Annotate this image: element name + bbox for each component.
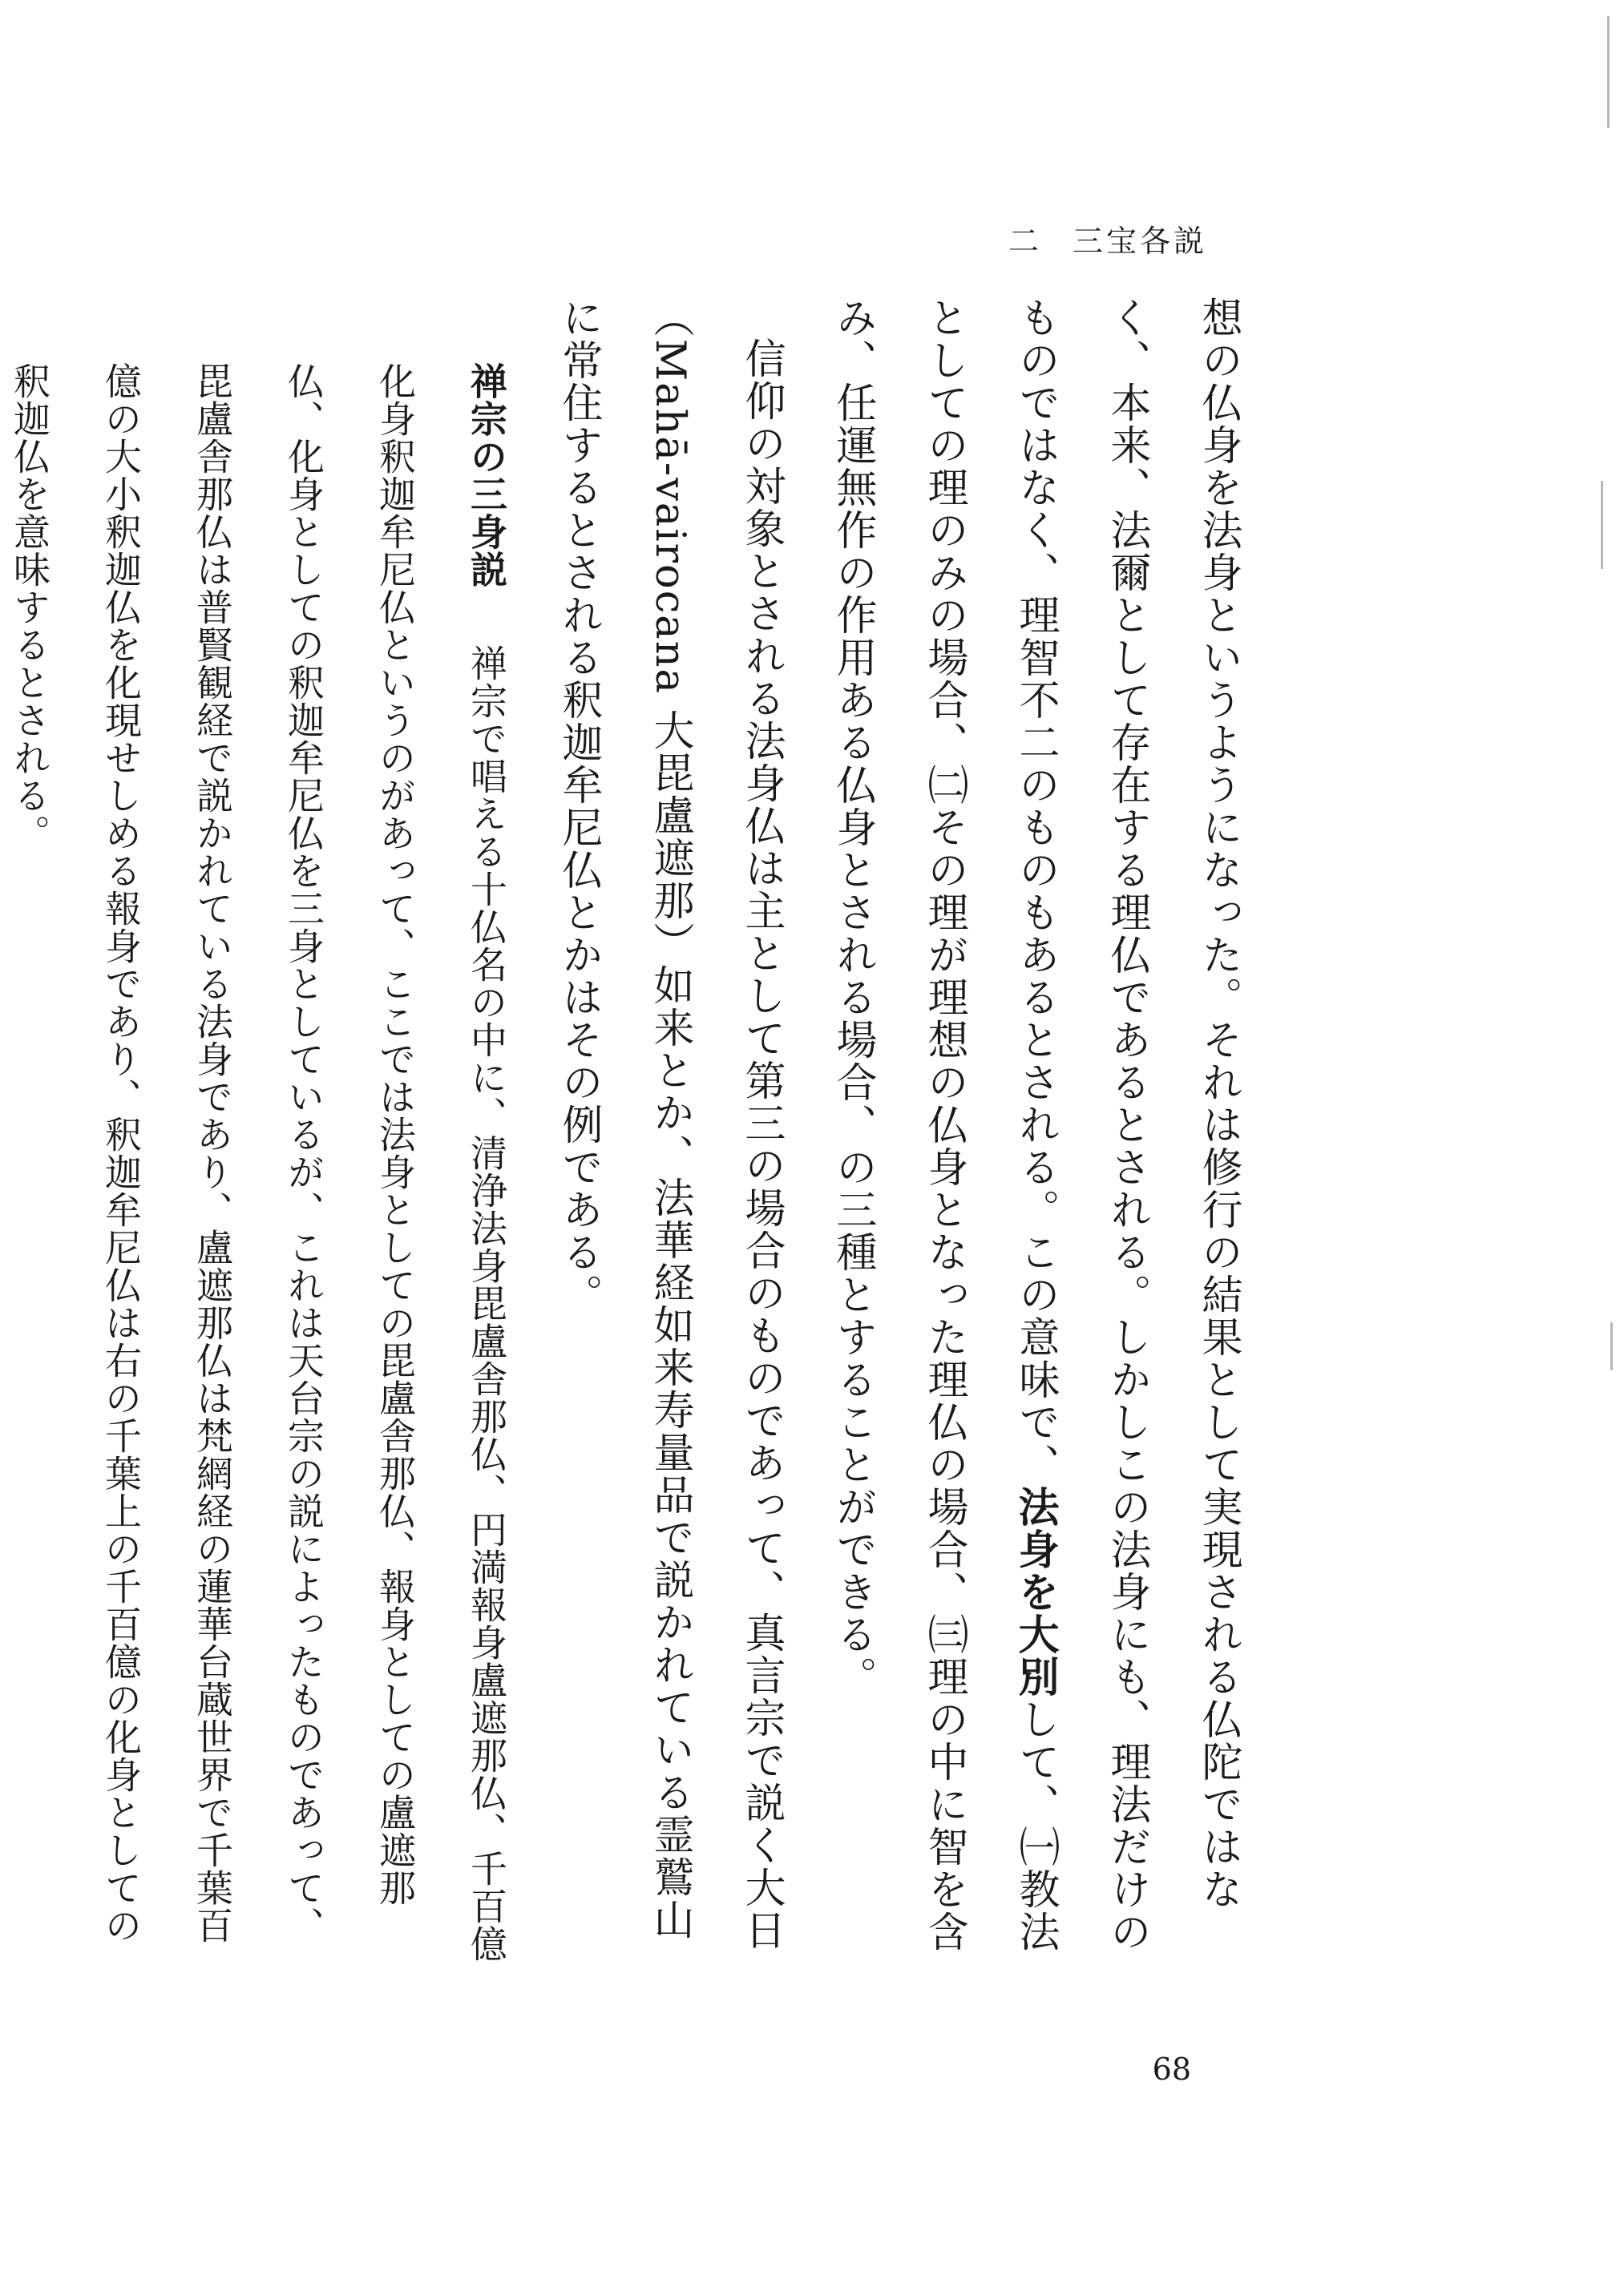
section-title: 三宝各説 xyxy=(1072,224,1207,259)
subsection-text: 禅宗で唱える十仏名の中に、清浄法身毘盧舎那仏、円満報身盧遮那仏、千百億化身釈迦牟尼仏というのがあって、ここでは法身としての毘盧舎那仏、報身としての盧遮那仏、化身としての釈迦牟尼仏を三身としているが、これは天台宗の説によったものであって、毘盧舎那仏は普賢観経で説かれている法身であり、盧遮那仏は梵網経の蓮華台蔵世界で千葉百億の大小釈迦仏を化現せしめる報身であり、釈迦牟尼仏は右の千葉上の千百億の化身としての釈迦仏を意味するとされる。 xyxy=(8,362,508,1963)
paragraph-2 xyxy=(532,297,806,1963)
paragraph-2-text: 信仰の対象とされる法身仏は主として第三の場合のものであって、真言宗で説く大日（Mahā-vairocana 大毘盧遮那）如来とか、法華経如来寿量品で説かれている霊鷲山に常住するとされる釈迦牟尼仏とかはその例である。 xyxy=(555,297,785,1951)
page-number: 68 xyxy=(1152,2052,1191,2087)
subsection-zen-sanshin xyxy=(0,297,532,1963)
paragraph-1 xyxy=(806,297,1263,1963)
paragraph-1-text: 想の仏身を法身というようになった。それは修行の結果として実現される仏陀ではなく、本来、法爾として存在する理仏であるとされる。しかしこの法身にも、理法だけのものではなく、理智不二のものもあるとされる。この意味で、 xyxy=(1012,297,1242,1953)
scan-edge-mark xyxy=(1601,481,1603,569)
running-header xyxy=(1008,216,1207,260)
paragraph-1-bold: 法身を大別 xyxy=(1011,1486,1059,1698)
paragraph-1-text-b: して、㈠教法としての理のみの場合、㈡その理が理想の仏身となった理仏の場合、㈢理の中に智を含み、任運無作の作用ある仏身とされる場合、の三種とすることができる。 xyxy=(829,297,1059,1953)
scan-edge-mark xyxy=(1607,16,1610,128)
section-number: 二 xyxy=(1008,224,1042,259)
subsection-heading: 禅宗の三身説 xyxy=(465,362,508,588)
scan-edge-mark xyxy=(1610,1322,1613,1370)
body-text xyxy=(8,297,1263,1963)
